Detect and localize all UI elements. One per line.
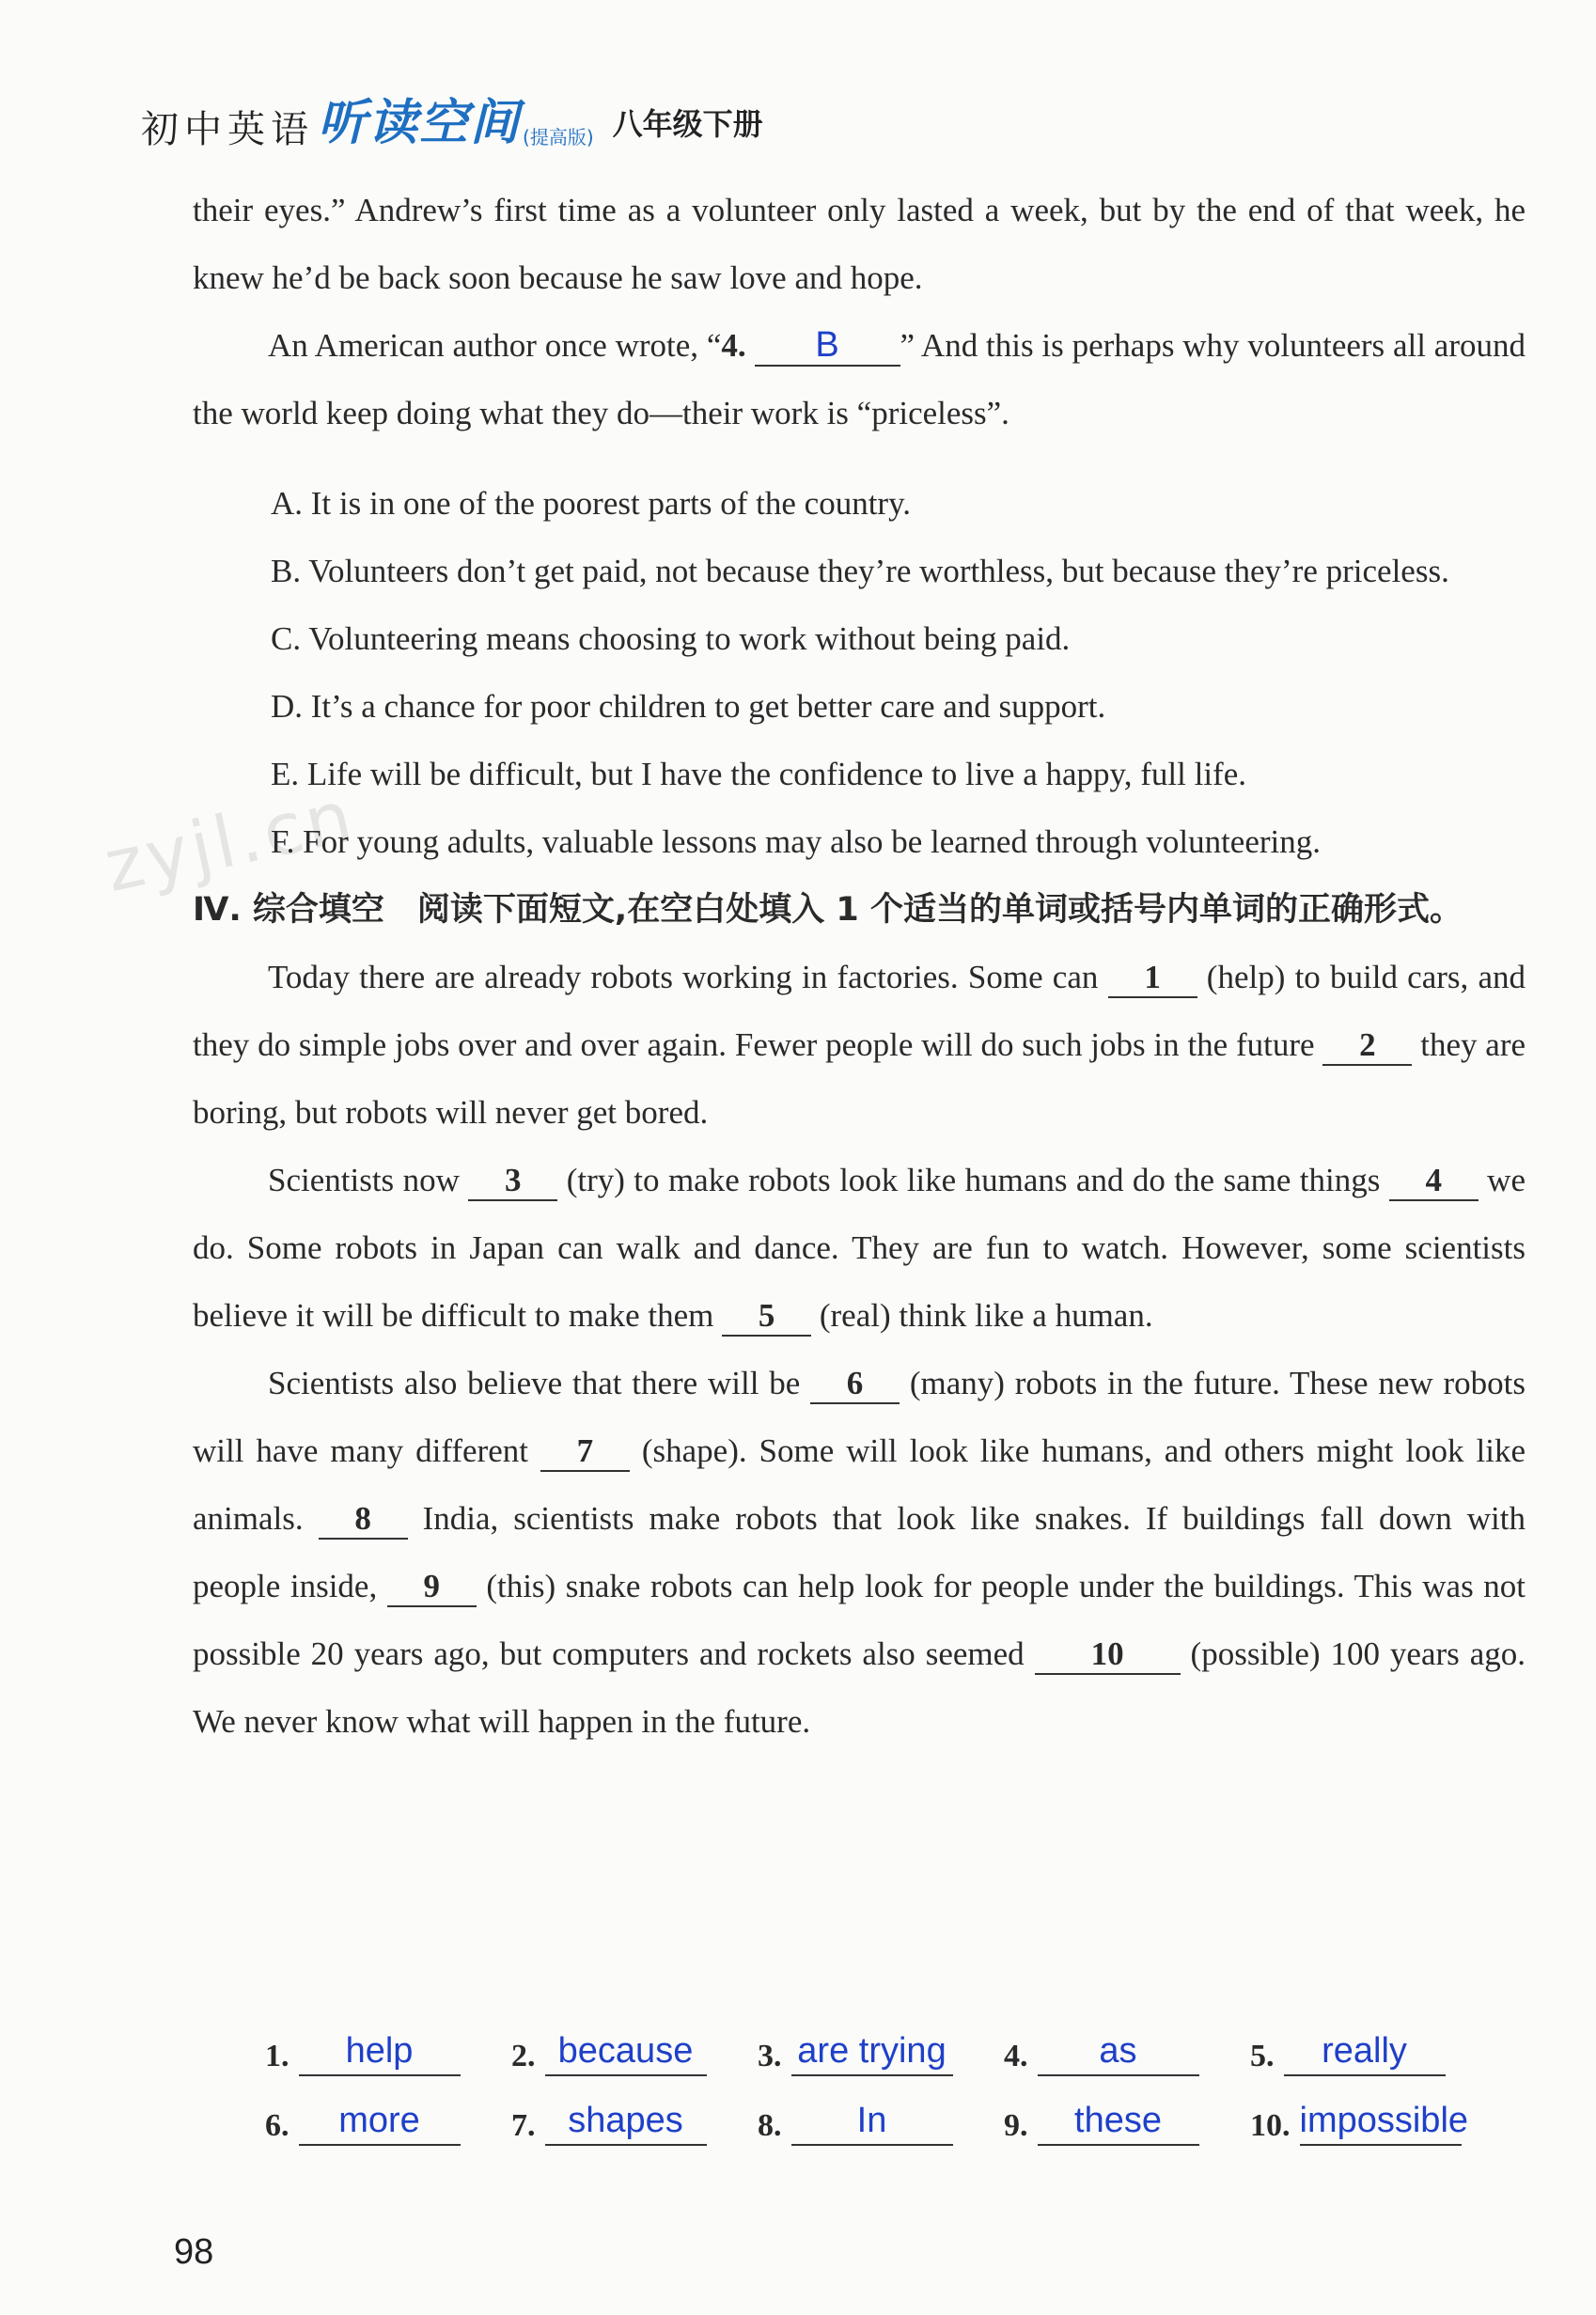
blank-number: 4.: [721, 327, 746, 364]
text-segment: (this) snake robots can help look for people under the buildings. This was not possible 20 years ago, but computers and rockets also seemed: [193, 1568, 1526, 1672]
option-b: B. Volunteers don’t get paid, not because they’re worthless, but because they’re priceless.: [271, 553, 1449, 589]
blank-2[interactable]: 2: [1322, 1026, 1412, 1066]
blank-3[interactable]: 3: [468, 1162, 557, 1201]
header-brand: 听读空间: [318, 95, 522, 151]
watermark: zyjl.cn: [97, 773, 363, 909]
text-segment: ” And this is perhaps why volunteers all around the world keep doing what they do—their work is “priceless”.: [193, 327, 1526, 431]
passage-paragraph: their eyes.” Andrew’s first time as a volunteer only lasted a week, but by the end of that week, he knew he’d be back soon because he saw love and hope.: [193, 192, 1526, 296]
answer-number: 2.: [511, 2039, 536, 2073]
text-segment: An American author once wrote, “: [268, 327, 722, 364]
option-d: D. It’s a chance for poor children to get better care and support.: [271, 688, 1106, 725]
answer-input[interactable]: these: [1038, 2097, 1199, 2146]
cloze-paragraph-3: [193, 1350, 1526, 1756]
answer-grid: [265, 2007, 1506, 2146]
blank-9[interactable]: 9: [387, 1568, 477, 1607]
answer-number: 7.: [511, 2108, 536, 2143]
passage-paragraph-with-blank: [193, 312, 1526, 447]
header-grade: 八年级下册: [612, 106, 763, 142]
text-segment: they are boring, but robots will never get bored.: [193, 1026, 1526, 1131]
text-segment: (real) think like a human.: [811, 1297, 1153, 1334]
answer-input[interactable]: are trying: [791, 2027, 953, 2076]
cloze-paragraph-2: [193, 1147, 1526, 1350]
answer-input[interactable]: shapes: [545, 2097, 707, 2146]
answer-input[interactable]: because: [545, 2027, 707, 2076]
answer-item: [1004, 2097, 1250, 2146]
answer-input[interactable]: more: [299, 2097, 461, 2146]
answer-number: 5.: [1250, 2039, 1275, 2073]
answer-number: 1.: [265, 2039, 289, 2073]
answer-item: [758, 2027, 1004, 2076]
answer-input[interactable]: In: [791, 2097, 953, 2146]
option-f: F. For young adults, valuable lessons may also be learned through volunteering.: [271, 823, 1321, 860]
text-segment: Today there are already robots working in factories. Some can: [268, 959, 1108, 995]
section-heading: Ⅳ. 综合填空 阅读下面短文,在空白处填入 1 个适当的单词或括号内单词的正确形式。: [193, 891, 1463, 929]
text-segment: (try) to make robots look like humans and do the same things: [557, 1162, 1389, 1198]
answer-input[interactable]: impossible: [1300, 2097, 1462, 2146]
answer-row: [265, 2076, 1506, 2146]
blank-10[interactable]: 10: [1035, 1635, 1181, 1675]
answer-item: [511, 2097, 758, 2146]
option-a: A. It is in one of the poorest parts of the country.: [271, 485, 912, 522]
text-segment: (possible) 100 years ago. We never know what will happen in the future.: [193, 1635, 1526, 1740]
answer-input[interactable]: help: [299, 2027, 461, 2076]
cloze-paragraph-1: [193, 944, 1526, 1147]
text-segment: (shape). Some will look like humans, and others might look like animals.: [193, 1432, 1526, 1537]
answer-item: [265, 2097, 511, 2146]
blank-4[interactable]: 4: [1389, 1162, 1479, 1201]
answer-number: 10.: [1250, 2108, 1291, 2143]
answer-number: 4.: [1004, 2039, 1028, 2073]
answer-item: [511, 2027, 758, 2076]
header-series: 初中英语: [141, 108, 314, 151]
blank-5[interactable]: 5: [722, 1297, 811, 1337]
text-segment: Scientists now: [268, 1162, 469, 1198]
blank-6[interactable]: 6: [810, 1365, 900, 1404]
option-e: E. Life will be difficult, but I have the confidence to live a happy, full life.: [271, 756, 1246, 792]
text-segment: we do. Some robots in Japan can walk and dance. They are fun to watch. However, some scientists believe it will be difficult to make them: [193, 1162, 1526, 1334]
book-header: [141, 83, 763, 153]
text-segment: (help) to build cars, and they do simple jobs over and over again. Fewer people will do such jobs in the future: [193, 959, 1526, 1063]
blank-7[interactable]: 7: [540, 1432, 630, 1472]
answer-item: [1250, 2027, 1496, 2076]
answer-row: [265, 2007, 1506, 2076]
blank-1[interactable]: 1: [1108, 959, 1197, 998]
blank-8[interactable]: 8: [319, 1500, 408, 1540]
page-number: 98: [174, 2232, 214, 2272]
answer-number: 8.: [758, 2108, 782, 2143]
answer-number: 6.: [265, 2108, 289, 2143]
page-content: [193, 177, 1526, 1756]
answer-number: 3.: [758, 2039, 782, 2073]
answer-number: 9.: [1004, 2108, 1028, 2143]
answer-item: [265, 2027, 511, 2076]
answer-item: [1004, 2027, 1250, 2076]
answer-item: [758, 2097, 1004, 2146]
text-segment: Scientists also believe that there will be: [268, 1365, 811, 1401]
header-edition: (提高版): [523, 126, 594, 149]
options-list: [193, 470, 1526, 876]
text-segment: (many) robots in the future. These new robots will have many different: [193, 1365, 1526, 1469]
answer-input[interactable]: as: [1038, 2027, 1199, 2076]
option-c: C. Volunteering means choosing to work without being paid.: [271, 620, 1071, 657]
answer-item: [1250, 2097, 1496, 2146]
filled-answer: B: [815, 325, 839, 365]
answer-input[interactable]: really: [1284, 2027, 1446, 2076]
text-segment: India, scientists make robots that look like snakes. If buildings fall down with people inside,: [193, 1500, 1526, 1604]
answer-blank[interactable]: [755, 326, 900, 367]
